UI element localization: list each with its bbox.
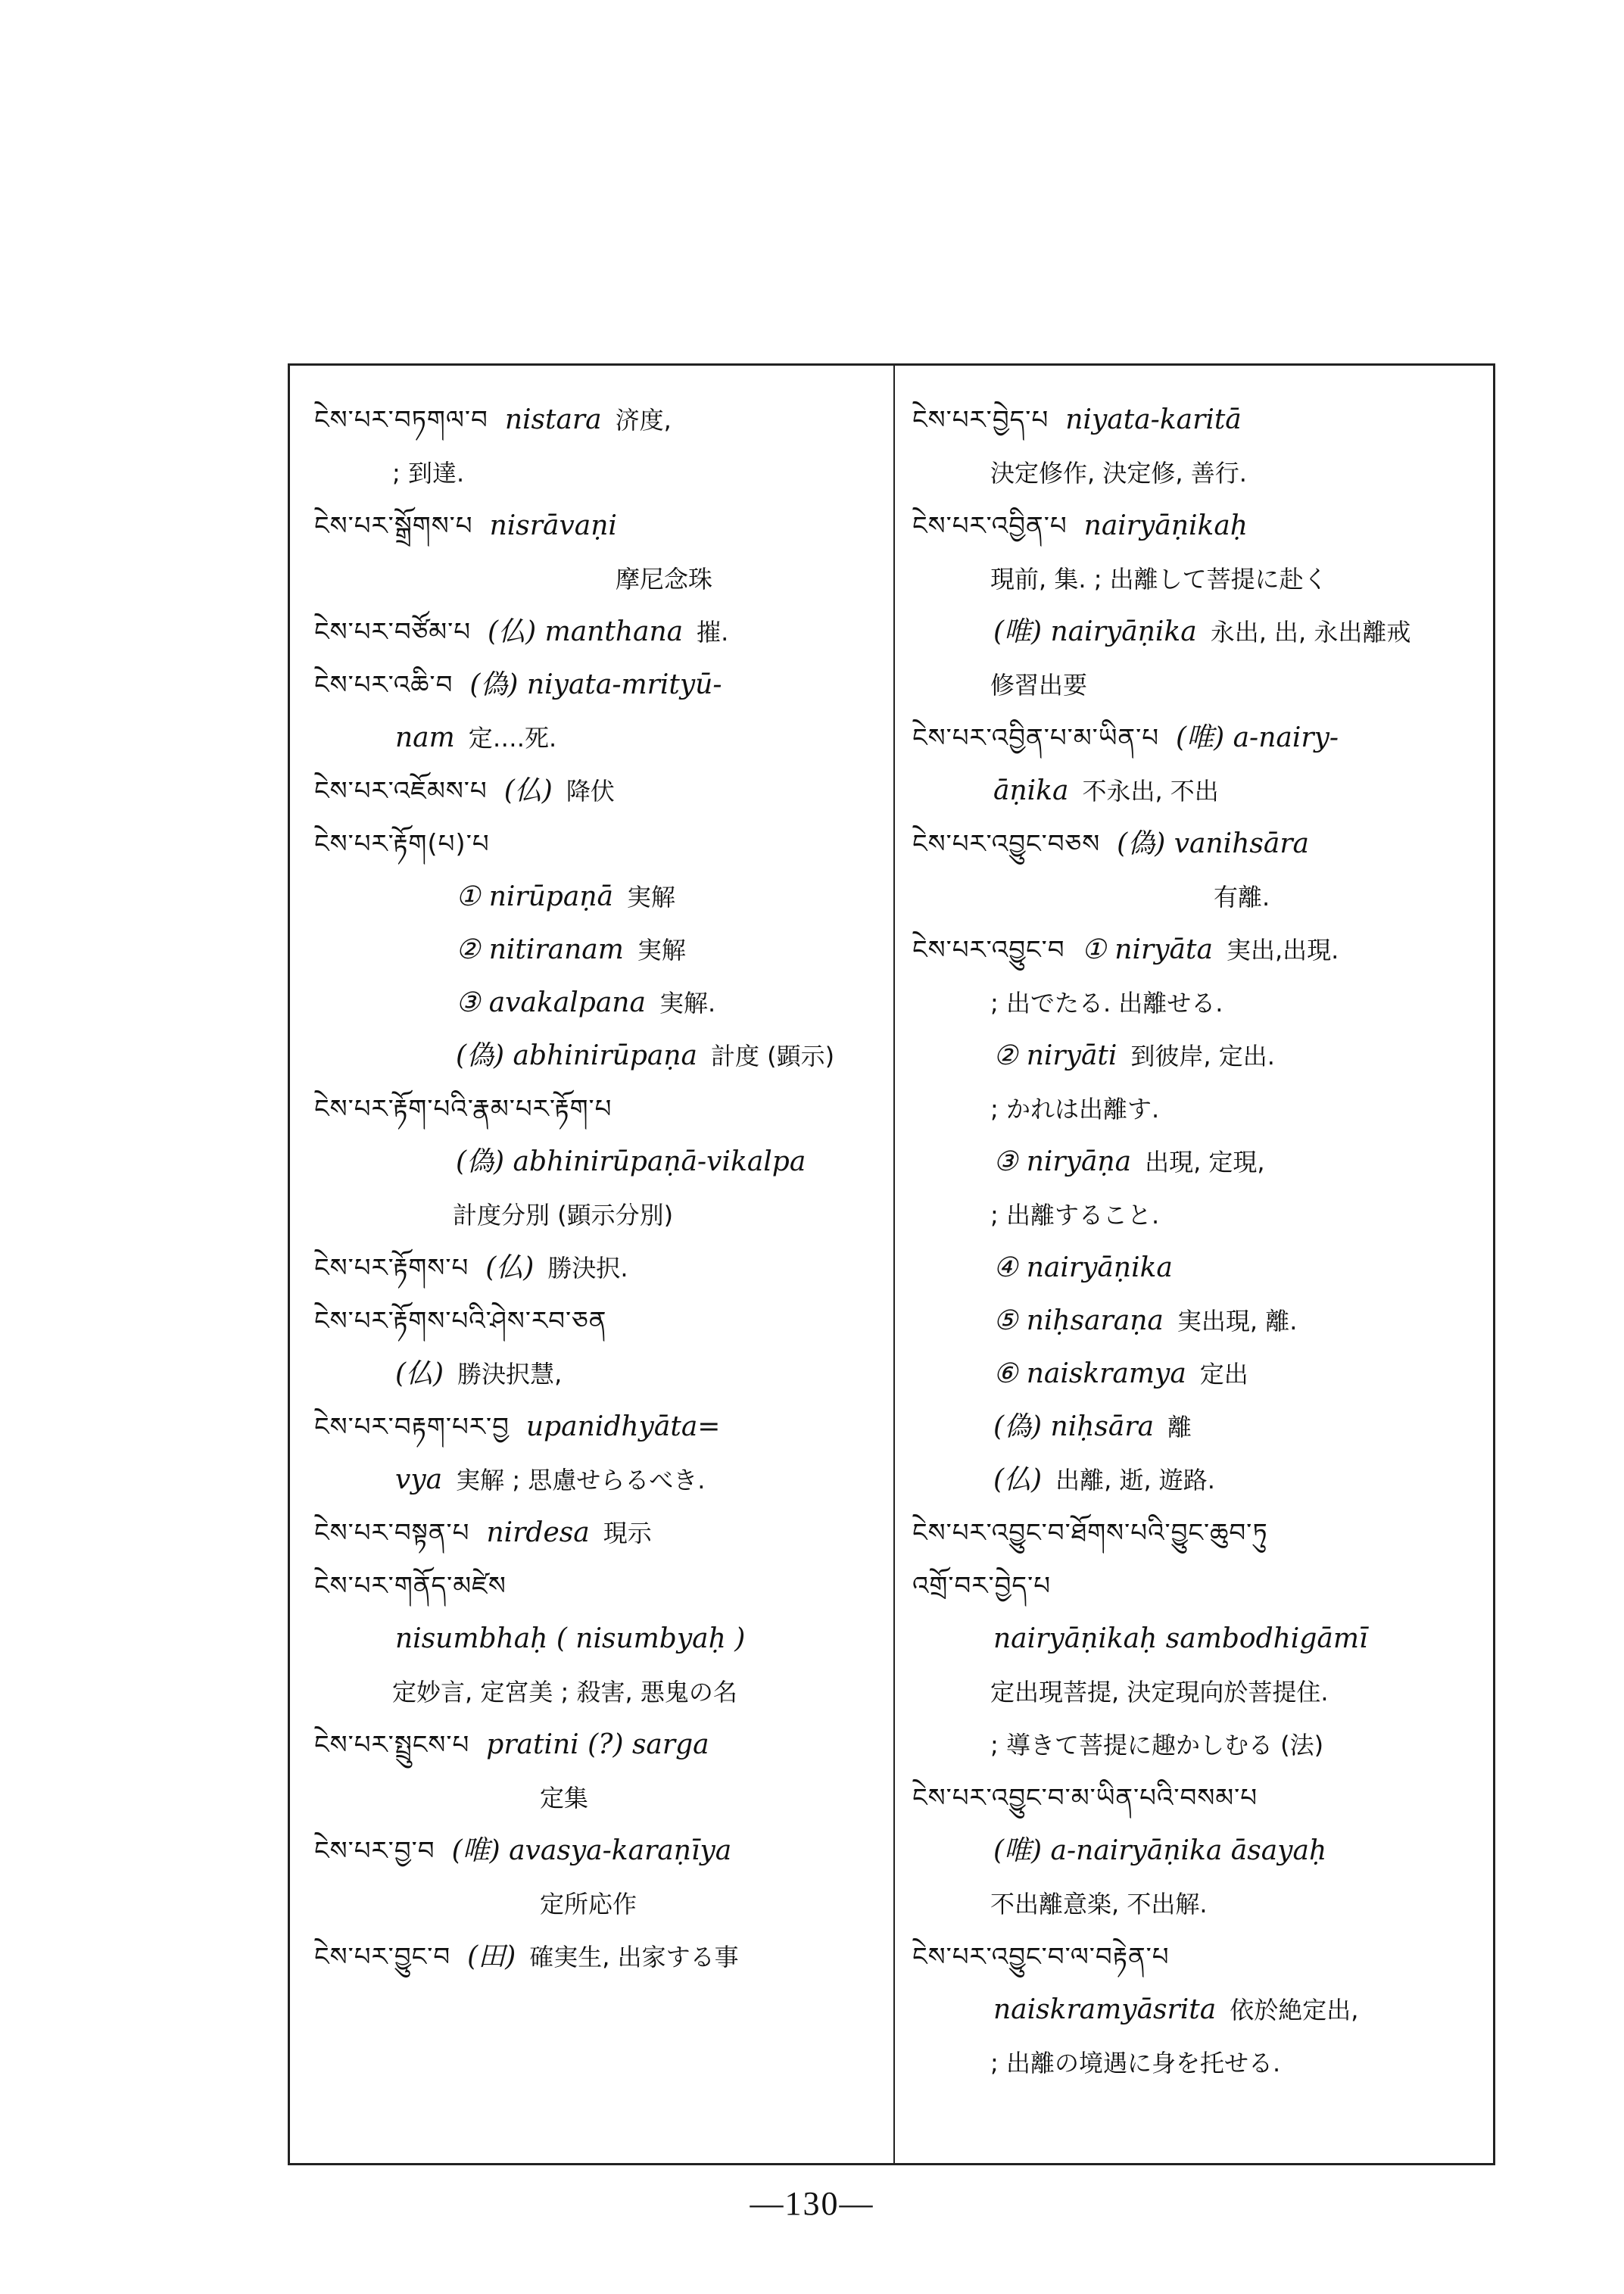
japanese-gloss: 現示 xyxy=(603,1519,652,1548)
sanskrit-term: (唯) avasya-karaṇīya xyxy=(451,1835,732,1866)
left-column xyxy=(314,394,878,1984)
sanskrit-term: ⑥ naiskramya xyxy=(993,1358,1186,1389)
dictionary-line xyxy=(912,1083,1484,1136)
sanskrit-term: (偽) niḥsāra xyxy=(993,1411,1155,1442)
dictionary-line xyxy=(314,553,878,606)
japanese-gloss: ; 導きて菩提に趣かしむる (法) xyxy=(990,1731,1324,1759)
dictionary-line xyxy=(314,1560,878,1613)
dictionary-line xyxy=(314,1295,878,1348)
japanese-gloss: ; 出でたる. 出離せる. xyxy=(990,989,1223,1018)
japanese-gloss: 摧. xyxy=(697,618,729,647)
japanese-gloss: 定妙言, 定宮美 ; 殺害, 悪鬼の名 xyxy=(392,1678,737,1706)
dictionary-line xyxy=(314,712,878,765)
dictionary-line xyxy=(314,447,878,500)
sanskrit-term: (田) xyxy=(467,1941,516,1972)
tibetan-headword: ངེས་པར་རྟོག་པའི་རྣམ་པར་རྟོག་པ xyxy=(314,1094,613,1124)
japanese-gloss: ; 出離すること. xyxy=(990,1201,1160,1230)
japanese-gloss: 決定修作, 決定修, 善行. xyxy=(990,459,1247,488)
japanese-gloss: 定出現菩提, 決定現向於菩提住. xyxy=(990,1678,1329,1706)
japanese-gloss: 依於絶定出, xyxy=(1230,1996,1359,2024)
page-number: —130— xyxy=(750,2185,874,2222)
dictionary-line xyxy=(912,1719,1484,1772)
tibetan-headword: ངེས་པར་བརྟག་པར་བྱ xyxy=(314,1412,510,1442)
dictionary-line xyxy=(912,447,1484,500)
sanskrit-term: (偽) abhinirūpaṇā-vikalpa xyxy=(456,1146,806,1177)
tibetan-headword: ངེས་པར་སྤྲུངས་པ xyxy=(314,1730,470,1760)
japanese-gloss: 実出,出現. xyxy=(1226,936,1339,965)
japanese-gloss: 計度 (顕示) xyxy=(711,1042,835,1071)
dictionary-line xyxy=(314,1083,878,1136)
sanskrit-term: (仏) xyxy=(395,1358,444,1389)
sanskrit-term: (偽) vanihsāra xyxy=(1117,828,1309,859)
dictionary-line xyxy=(314,871,878,924)
tibetan-headword: ངེས་པར་གནོད་མཛེས xyxy=(314,1571,507,1601)
japanese-gloss: ; 到達. xyxy=(392,459,465,488)
japanese-gloss: 摩尼念珠 xyxy=(616,565,713,594)
sanskrit-term: ③ niryāṇa xyxy=(993,1146,1132,1177)
tibetan-headword: ངེས་པར་བྱ་བ xyxy=(314,1836,435,1866)
dictionary-line xyxy=(314,818,878,871)
dictionary-line xyxy=(912,818,1484,871)
dictionary-line xyxy=(912,1613,1484,1666)
sanskrit-term: nairyāṇikaḥ xyxy=(1083,510,1248,541)
dictionary-line xyxy=(912,1507,1484,1560)
japanese-gloss: 出離, 逝, 遊路. xyxy=(1055,1466,1215,1495)
dictionary-line xyxy=(314,1401,878,1454)
dictionary-line xyxy=(314,1825,878,1878)
tibetan-headword: ངེས་པར་སྒྲོགས་པ xyxy=(314,511,473,541)
sanskrit-term: ① nirūpaṇā xyxy=(456,881,613,912)
japanese-gloss: 実解. xyxy=(659,989,716,1018)
sanskrit-term: niyata-karitā xyxy=(1065,404,1242,435)
dictionary-line xyxy=(314,1666,878,1719)
japanese-gloss: 永出, 出, 永出離戒 xyxy=(1210,618,1411,647)
tibetan-headword: ངེས་པར་འཇོམས་པ xyxy=(314,776,488,806)
dictionary-line xyxy=(314,500,878,553)
japanese-gloss: 济度, xyxy=(615,406,672,435)
dictionary-line xyxy=(314,1189,878,1242)
sanskrit-term: ⑤ niḥsaraṇa xyxy=(993,1305,1164,1336)
tibetan-headword: ངེས་པར་འབྱུང་བ་མ་ཡིན་པའི་བསམ་པ xyxy=(912,1783,1258,1813)
dictionary-line xyxy=(314,1242,878,1295)
tibetan-headword: ངེས་པར་འཆི་བ xyxy=(314,670,454,700)
japanese-gloss: 不永出, 不出 xyxy=(1082,777,1219,806)
tibetan-headword: ངེས་པར་འབྱུང་བཅས xyxy=(912,829,1101,859)
dictionary-line xyxy=(912,712,1484,765)
tibetan-headword: ངེས་པར་འབྱུང་བ xyxy=(912,935,1065,965)
sanskrit-term: (偽) abhinirūpaṇa xyxy=(456,1040,697,1071)
dictionary-line xyxy=(314,977,878,1030)
japanese-gloss: 出現, 定現, xyxy=(1145,1148,1265,1177)
dictionary-line xyxy=(314,1719,878,1772)
dictionary-line xyxy=(912,977,1484,1030)
dictionary-line xyxy=(314,1454,878,1507)
dictionary-line xyxy=(314,1030,878,1083)
dictionary-line xyxy=(912,394,1484,447)
sanskrit-term: (仏) xyxy=(485,1252,535,1283)
sanskrit-term: (仏) xyxy=(993,1464,1043,1495)
dictionary-line xyxy=(314,659,878,712)
dictionary-line xyxy=(314,1613,878,1666)
dictionary-line xyxy=(314,1507,878,1560)
sanskrit-term: (仏) manthana xyxy=(488,616,684,647)
sanskrit-term: ② nitiranam xyxy=(456,934,624,965)
dictionary-line xyxy=(912,1825,1484,1878)
dictionary-line xyxy=(314,765,878,818)
japanese-gloss: 実解 xyxy=(626,883,675,912)
sanskrit-term: upanidhyāta= xyxy=(525,1411,721,1442)
dictionary-line xyxy=(314,394,878,447)
sanskrit-term: nisumbhaḥ ( nisumbyaḥ ) xyxy=(395,1623,746,1654)
dictionary-line xyxy=(912,1931,1484,1984)
dictionary-line xyxy=(314,1348,878,1401)
dictionary-line xyxy=(912,1878,1484,1931)
dictionary-line xyxy=(314,924,878,977)
sanskrit-term: (偽) niyata-mrityū- xyxy=(469,669,722,700)
dictionary-line xyxy=(912,2037,1484,2090)
japanese-gloss: 定….死. xyxy=(468,724,557,753)
japanese-gloss: 離 xyxy=(1167,1413,1192,1442)
japanese-gloss: 実解 xyxy=(637,936,686,965)
japanese-gloss: 定出 xyxy=(1199,1360,1248,1389)
sanskrit-term: pratini (?) sarga xyxy=(486,1729,709,1760)
sanskrit-term: nistara xyxy=(504,404,602,435)
tibetan-headword: ངེས་པར་བྱུང་བ xyxy=(314,1942,451,1972)
japanese-gloss: 到彼岸, 定出. xyxy=(1130,1042,1275,1071)
japanese-gloss: 有離. xyxy=(1214,883,1270,912)
japanese-gloss: 降伏 xyxy=(566,777,615,806)
japanese-gloss: 定所応作 xyxy=(540,1890,637,1918)
dictionary-line xyxy=(912,1136,1484,1189)
dictionary-line xyxy=(314,1136,878,1189)
japanese-gloss: ; 出離の境遇に身を托せる. xyxy=(990,2049,1281,2077)
dictionary-line xyxy=(912,1772,1484,1825)
column-divider xyxy=(893,363,895,2165)
sanskrit-term: vya xyxy=(395,1464,443,1495)
sanskrit-term: ① niryāta xyxy=(1081,934,1213,965)
sanskrit-term: ③ avakalpana xyxy=(456,987,646,1018)
sanskrit-term: (唯) a-nairy- xyxy=(1176,722,1339,753)
sanskrit-term: (唯) nairyāṇika xyxy=(993,616,1197,647)
right-column xyxy=(912,394,1484,2090)
dictionary-line xyxy=(912,500,1484,553)
japanese-gloss: 勝決択慧, xyxy=(457,1360,563,1389)
dictionary-line xyxy=(314,1772,878,1825)
sanskrit-term: nirdesa xyxy=(486,1517,590,1548)
tibetan-headword: ངེས་པར་བཙོམ་པ xyxy=(314,617,472,647)
tibetan-headword: ངེས་པར་བྱེད་པ xyxy=(912,405,1049,435)
dictionary-line xyxy=(912,1030,1484,1083)
japanese-gloss: 計度分別 (顕示分別) xyxy=(453,1201,674,1230)
tibetan-headword: འགྲོ་བར་བྱེད་པ xyxy=(912,1571,1052,1601)
dictionary-line xyxy=(314,1878,878,1931)
japanese-gloss: 不出離意楽, 不出解. xyxy=(990,1890,1208,1918)
japanese-gloss: 現前, 集. ; 出離して菩提に赴く xyxy=(990,565,1328,594)
sanskrit-term: (仏) xyxy=(503,775,553,806)
tibetan-headword: ངེས་པར་འབྱུང་བ་ཐོགས་པའི་བྱུང་ཆུབ་ཏུ xyxy=(912,1518,1268,1548)
dictionary-line xyxy=(912,924,1484,977)
dictionary-line xyxy=(912,765,1484,818)
dictionary-line xyxy=(912,871,1484,924)
dictionary-line xyxy=(912,1984,1484,2037)
dictionary-line xyxy=(912,1560,1484,1613)
japanese-gloss: ; かれは出離す. xyxy=(990,1095,1160,1124)
tibetan-headword: ངེས་པར་རྟོགས་པའི་ཤེས་རབ་ཅན xyxy=(314,1306,607,1336)
dictionary-line xyxy=(912,1454,1484,1507)
dictionary-line xyxy=(912,1189,1484,1242)
dictionary-line xyxy=(912,1295,1484,1348)
tibetan-headword: ངེས་པར་འབྱིན་པ xyxy=(912,511,1068,541)
japanese-gloss: 実解 ; 思慮せらるべき. xyxy=(456,1466,706,1495)
tibetan-headword: ངེས་པར་རྟོག(པ)་པ xyxy=(314,829,490,859)
tibetan-headword: ངེས་པར་བཏགལ་བ xyxy=(314,405,488,435)
japanese-gloss: 実出現, 離. xyxy=(1177,1307,1298,1336)
japanese-gloss: 勝決択. xyxy=(547,1254,628,1283)
dictionary-line xyxy=(912,606,1484,659)
dictionary-line xyxy=(314,1931,878,1984)
dictionary-line xyxy=(912,1348,1484,1401)
dictionary-line xyxy=(912,659,1484,712)
tibetan-headword: ངེས་པར་བསྟན་པ xyxy=(314,1518,470,1548)
tibetan-headword: ངེས་པར་འབྱུང་བ་ལ་བརྟེན་པ xyxy=(912,1942,1170,1972)
sanskrit-term: nairyāṇikaḥ sambodhigāmī xyxy=(993,1623,1368,1654)
sanskrit-term: nisrāvaṇi xyxy=(489,510,617,541)
japanese-gloss: 定集 xyxy=(540,1784,589,1812)
dictionary-line xyxy=(314,606,878,659)
japanese-gloss: 確実生, 出家する事 xyxy=(529,1943,739,1971)
tibetan-headword: ངེས་པར་རྟོགས་པ xyxy=(314,1253,469,1283)
dictionary-line xyxy=(912,553,1484,606)
japanese-gloss: 修習出要 xyxy=(990,671,1088,700)
sanskrit-term: ④ nairyāṇika xyxy=(993,1252,1173,1283)
sanskrit-term: naiskramyāsrita xyxy=(993,1994,1217,2025)
sanskrit-term: ② niryāti xyxy=(993,1040,1117,1071)
sanskrit-term: (唯) a-nairyāṇika āsayaḥ xyxy=(993,1835,1327,1866)
dictionary-line xyxy=(912,1666,1484,1719)
sanskrit-term: āṇika xyxy=(993,775,1069,806)
dictionary-line xyxy=(912,1401,1484,1454)
sanskrit-term: nam xyxy=(395,722,455,753)
tibetan-headword: ངེས་པར་འབྱིན་པ་མ་ཡིན་པ xyxy=(912,723,1160,753)
dictionary-line xyxy=(912,1242,1484,1295)
